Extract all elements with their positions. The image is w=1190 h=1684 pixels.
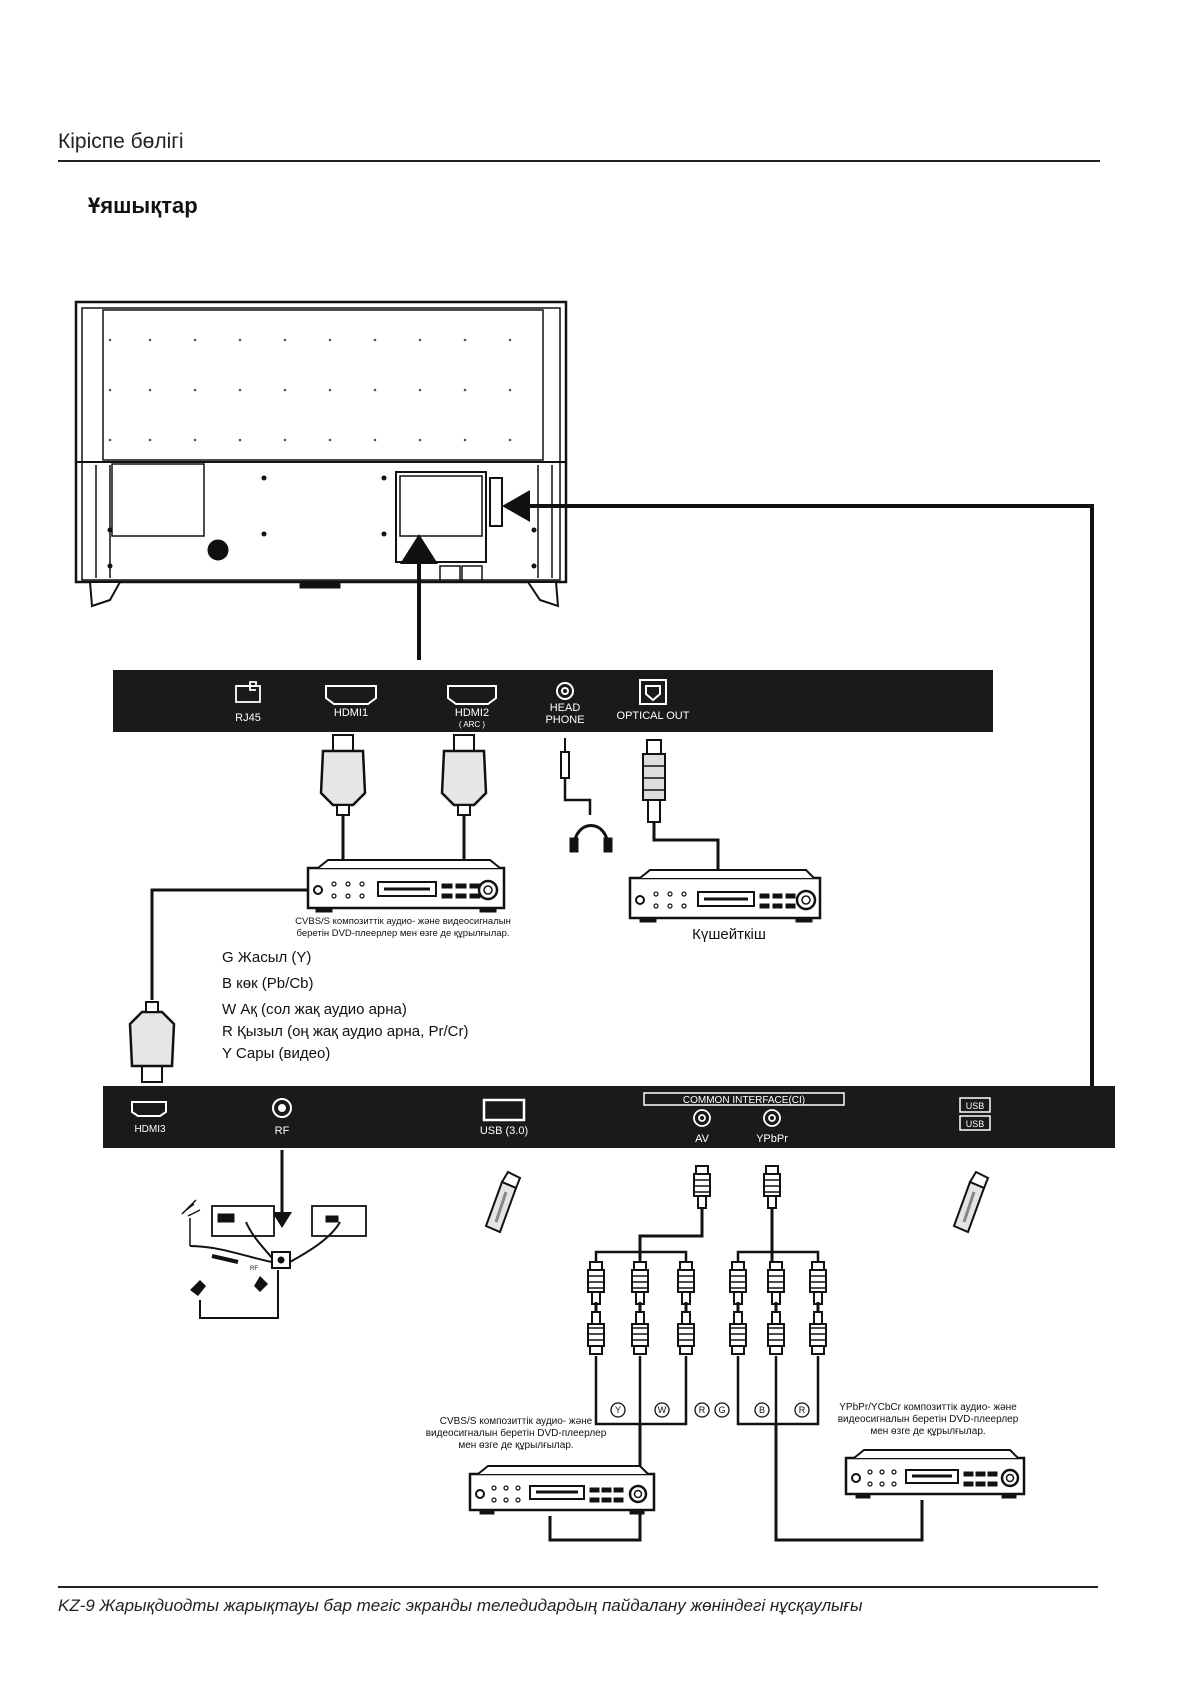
legend-w: W Ақ (сол жақ аудио арна) — [222, 1001, 407, 1018]
ypbpr-caption-line3: мен өзге де құрылғылар. — [870, 1426, 986, 1437]
rca-letter-w: W — [657, 1405, 667, 1415]
legend-y: Y Сары (видео) — [222, 1045, 331, 1062]
rca-letter-b: B — [758, 1405, 766, 1415]
rca-letter-g: G — [718, 1405, 726, 1415]
legend-g: G Жасыл (Y) — [222, 949, 312, 966]
av-cable — [596, 1166, 710, 1262]
usb30-label: USB (3.0) — [479, 1125, 529, 1137]
hdmi2-arc-label: ( ARC ) — [458, 720, 486, 729]
rca-plugs-row2 — [588, 1302, 826, 1354]
dvd-player-right — [846, 1450, 1024, 1498]
optical-cable — [643, 740, 718, 874]
headphones-icon — [570, 826, 612, 853]
page-title: Ұяшықтар — [88, 193, 198, 218]
common-interface-label: COMMON INTERFACE(CI) — [682, 1095, 806, 1106]
ypbpr-caption-line1: YPbPr/YCbCr композиттік аудио- және — [839, 1402, 1017, 1413]
hdmi2-label: HDMI2 — [454, 707, 490, 719]
rf-antenna-diagram — [182, 1150, 366, 1318]
top-connector-panel — [113, 670, 993, 732]
cvbs-caption-line3: мен өзге де құрылғылар. — [458, 1440, 574, 1451]
hdmi-cables-top — [321, 735, 486, 860]
rf-label: RF — [274, 1125, 290, 1137]
amplifier-label: Күшейткіш — [692, 926, 766, 943]
rca-letter-r2: R — [798, 1405, 806, 1415]
usb-label-a: USB — [965, 1101, 985, 1111]
dvd-player-top — [308, 860, 504, 912]
rf-small-label: RF — [250, 1266, 258, 1272]
amplifier — [630, 870, 820, 922]
usb-stick-right — [954, 1172, 988, 1232]
footer-rule — [58, 1586, 1098, 1588]
dvd-top-caption-line1: CVBS/S композиттік аудио- және видеосигналын — [295, 916, 511, 927]
rca-letter-y: Y — [614, 1405, 622, 1415]
ypbpr-cable — [738, 1166, 818, 1262]
legend-r: R Қызыл (оң жақ аудио арна, Pr/Cr) — [222, 1023, 469, 1040]
color-legend — [222, 949, 468, 1062]
section-header: Кіріспе бөлігі — [58, 130, 184, 153]
usb-label-b: USB — [965, 1119, 985, 1129]
ypbpr-label: YPbPr — [756, 1133, 788, 1145]
hdmi3-label: HDMI3 — [134, 1124, 166, 1135]
usb-stick-left — [486, 1172, 520, 1232]
headphone-cable — [561, 738, 612, 852]
cvbs-caption-line2: видеосигналын беретін DVD-плеерлер — [425, 1428, 607, 1439]
ypbpr-caption-line2: видеосигналын беретін DVD-плеерлер — [837, 1414, 1019, 1425]
optical-out-label: OPTICAL OUT — [616, 710, 690, 722]
legend-b: B көк (Pb/Cb) — [222, 975, 314, 992]
hdmi1-label: HDMI1 — [333, 707, 369, 719]
av-label: AV — [695, 1133, 709, 1145]
bottom-connector-panel — [103, 1086, 1115, 1148]
dvd-top-caption-line2: беретін DVD-плеерлер мен өзге де құрылғылар. — [296, 928, 510, 939]
footer-text: KZ-9 Жарықдиодты жарықтауы бар тегіс экранды теледидардың пайдалану жөніндегі нұсқаулығы — [58, 1596, 863, 1615]
headphone-label-line1: HEAD — [549, 702, 581, 714]
tv-back — [76, 302, 566, 606]
rca-plugs-row1 — [588, 1262, 826, 1314]
headphone-label-line2: PHONE — [545, 714, 585, 726]
rca-letter-r1: R — [698, 1405, 706, 1415]
rj45-label: RJ45 — [235, 712, 261, 724]
cvbs-caption-line1: CVBS/S композиттік аудио- және — [439, 1416, 593, 1427]
dvd-player-left — [470, 1466, 654, 1514]
